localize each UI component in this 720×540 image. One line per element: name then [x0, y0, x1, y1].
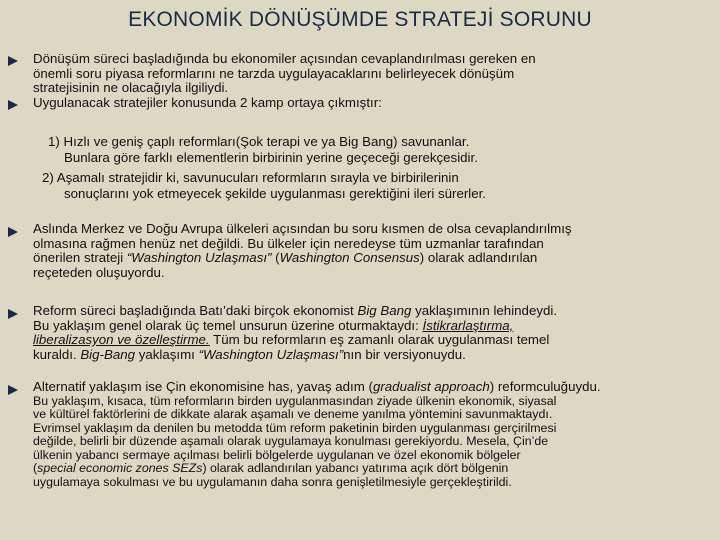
- bullet-paragraph-3: Aslında Merkez ve Doğu Avrupa ülkeleri açısından bu soru kısmen de olsa cevaplandırılmış olmasına rağmen henüz net değildi. Bu ülkeler için neredeyse tüm uzmanlar tarafından önerilen strateji “Washington Uzlaşması” (Washington Consensus) olarak adlandırılan reçeteden oluşuyordu.: [33, 221, 572, 280]
- bullet-paragraph-4: Reform süreci başladığında Batı’daki birçok ekonomist Big Bang yaklaşımının lehindeydi. Bu yaklaşım genel olarak üç temel unsurun üzerine oturmaktaydı: İstikrarlaştırma, liberalizasyon ve özelleştirme. Tüm bu reformların eş zamanlı olarak uygulanması temel kuraldı. Big-Bang yaklaşımı “Washington Uzlaşması”nın bir versiyonuydu.: [33, 303, 558, 362]
- numbered-item-2: 2) Aşamalı stratejidir ki, savunucuları reformların sırayla ve birbirilerinin sonuçlarını yok etmeyecek şekilde uygulanması gerektiğini ileri sürerler.: [42, 170, 487, 201]
- triangle-bullet-icon: [8, 56, 20, 68]
- triangle-bullet-icon: [8, 100, 20, 112]
- triangle-bullet-icon: [8, 227, 20, 239]
- numbered-item-1: 1) Hızlı ve geniş çaplı reformları(Şok terapi ve ya Big Bang) savunanlar. Bunlara göre farklı elementlerin birbirinin yerine geçeceği gerekçesidir.: [48, 134, 478, 165]
- triangle-bullet-icon: [8, 385, 20, 397]
- bullet-paragraph-5: Alternatif yaklaşım ise Çin ekonomisine has, yavaş adım (gradualist approach) reformculuğuydu. Bu yaklaşım, kısaca, tüm reformların birden uygulanmasından ziyade ülkenin ekonomik, siyasal ve kültürel faktörlerini de dikkate alarak aşamalı ve deneme yanılma yöntemini savunmaktaydı. Evrimsel yaklaşım da denilen bu metodda tüm reform paketinin birden uygulanması gerçirilmesi değilde, belirli bir düzende aşamalı olarak uygulamaya konulması gerekiyordu. Mesela, Çin’de ülkenin yabancı sermaye açılması belirli bölgelerde uygulanan ve özel ekonomik bölgeler (special economic zones SEZs) olarak adlandırılan yabancı yatırıma açık dört bölgenin uygulamaya sokulması ve bu uygulamanın daha sonra genişletilmesiyle gerçekleştirildi.: [33, 379, 601, 489]
- triangle-bullet-icon: [8, 309, 20, 321]
- bullet-paragraph-2: Uygulanacak stratejiler konusunda 2 kamp ortaya çıkmıştır:: [33, 95, 382, 110]
- slide-title: EKONOMİK DÖNÜŞÜMDE STRATEJİ SORUNU: [128, 8, 592, 31]
- bullet-paragraph-1: Dönüşüm süreci başladığında bu ekonomiler açısından cevaplandırılması gereken en önemli soru piyasa reformlarını ne tarzda uygulayacaklarını belirleyecek dönüşüm stratejisinin ne olacağıyla ilgiliydi.: [33, 51, 536, 95]
